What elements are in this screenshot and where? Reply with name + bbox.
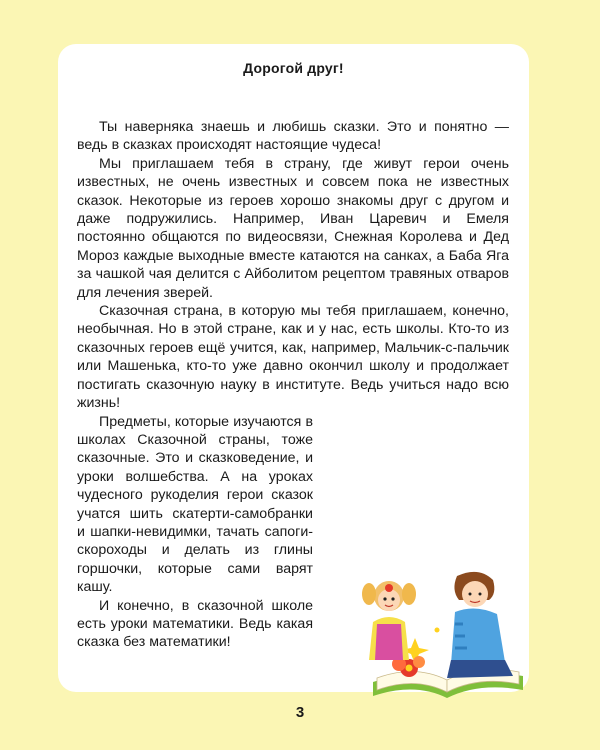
boy-figure	[447, 572, 513, 678]
girl-figure	[362, 581, 416, 660]
page-number: 3	[295, 704, 305, 721]
paragraph-5: И конечно, в сказочной школе есть уроки математики. Ведь какая сказка без математики!	[77, 597, 313, 651]
page-card	[58, 44, 529, 692]
children-reading-book-illustration	[355, 564, 527, 704]
page-title: Дорогой друг!	[243, 60, 344, 76]
paragraph-3: Сказочная страна, в которую мы тебя приглашаем, конечно, необычная. Но в этой стране, как и у нас, есть школы. Кто-то из сказочных героев ещё учится, как, например, Мальчик-с-пальчик или Машенька, кто-то уже давно окончил школу и продолжает постигать сказочную науку в институте. Ведь учиться надо всю жизнь!	[77, 303, 509, 412]
paragraph-1: Ты наверняка знаешь и любишь сказки. Это и понятно — ведь в сказках происходят настоящие чудеса!	[77, 119, 509, 154]
paragraph-2: Мы приглашаем тебя в страну, где живут герои очень известных, не очень известных и совсем пока не известных сказок. Некоторые из героев хорошо знакомы друг с другом и даже подружились. Например, Иван Царевич и Емеля постоянно общаются по видеосвязи, Снежная Королева и Дед Мороз каждые выходные вместе катаются на санках, а Баба Яга за чашкой чая делится с Айболитом рецептом травяных отваров для лечения зверей.	[77, 155, 509, 301]
paragraph-4: Предметы, которые изучаются в школах Сказочной страны, тоже сказочные. Это и сказковедение, и уроки волшебства. А на уроках чудесного рукоделия герои сказок учатся шить скатерти-самобранки и шапки-невидимки, тачать сапоги-скороходы и делать из глины горшочки, которые сами варят кашу.	[77, 413, 313, 596]
